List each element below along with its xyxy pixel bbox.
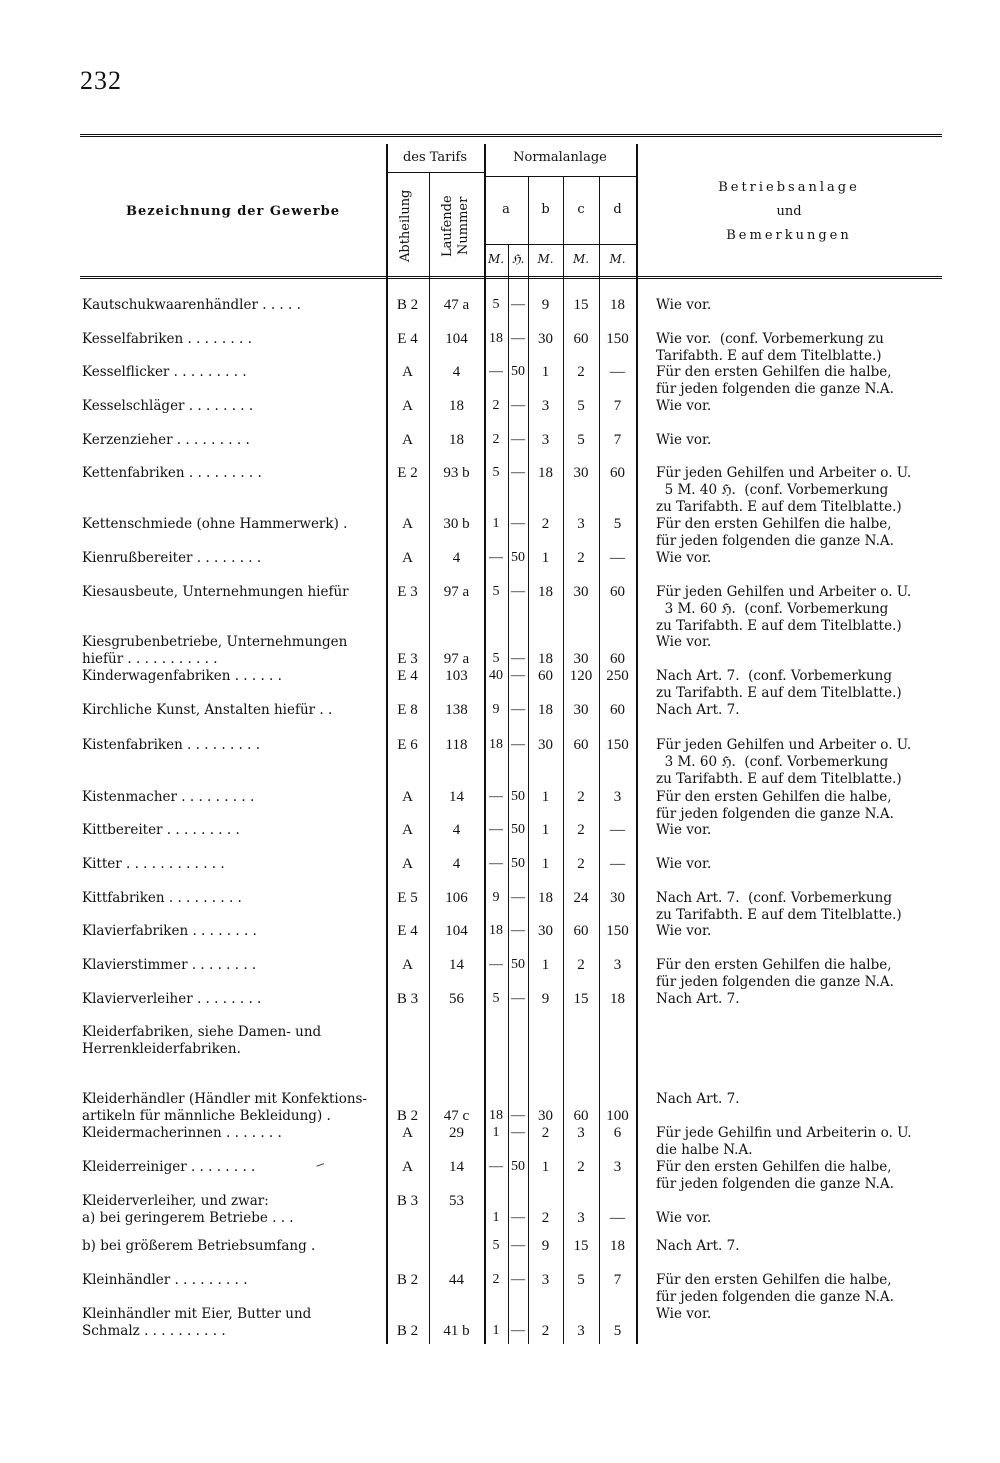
remark-line: Nach Art. 7. [656, 1091, 740, 1107]
trade-name: Kistenmacher . . . . . . . . . [82, 789, 255, 805]
header-unit-c: M. [572, 252, 590, 266]
cell-b: 9 [541, 297, 550, 313]
cell-am: 18 [489, 923, 503, 938]
trade-name: Kistenfabriken . . . . . . . . . [82, 737, 261, 753]
top-rule [80, 134, 942, 137]
remark-line: zu Tarifabth. E auf dem Titelblatte.) [656, 771, 902, 787]
trade-name: b) bei größerem Betriebsumfang . [82, 1238, 316, 1254]
cell-d: 7 [613, 1272, 622, 1288]
cell-b: 30 [538, 737, 553, 753]
remark-line: Für den ersten Gehilfen die halbe, [656, 1159, 892, 1175]
remark-line: Nach Art. 7. [656, 991, 740, 1007]
cell-apf: — [511, 1125, 525, 1140]
cell-c: 120 [569, 668, 593, 684]
cell-b: 18 [538, 584, 553, 600]
cell-am: 9 [492, 890, 500, 905]
cell-abt: E 6 [397, 737, 418, 753]
cell-d: — [610, 822, 625, 838]
cell-apf: — [511, 1238, 525, 1253]
cell-c: 2 [577, 364, 585, 380]
cell-b: 30 [538, 923, 553, 939]
cell-am: — [489, 789, 503, 804]
cell-am: 1 [492, 1210, 500, 1225]
cell-nr: 97 a [443, 584, 470, 600]
cell-c: 2 [577, 550, 585, 566]
cell-abt: A [402, 398, 413, 414]
header-normal-group: Normalanlage [513, 150, 607, 165]
cell-abt: A [402, 1125, 413, 1141]
cell-am: 2 [492, 398, 500, 413]
cell-abt: E 4 [397, 668, 418, 684]
cell-d: 100 [606, 1108, 629, 1124]
cell-c: 60 [573, 923, 589, 939]
cell-apf: — [511, 668, 525, 683]
cell-b: 18 [538, 465, 553, 481]
cell-nr: 106 [445, 890, 468, 906]
remark-line: Wie vor. [656, 1306, 712, 1322]
cell-nr: 14 [449, 789, 464, 805]
cell-apf: 50 [511, 1159, 525, 1174]
cell-b: 1 [541, 789, 550, 805]
cell-abt: E 4 [397, 923, 418, 939]
trade-name: Kienrußbereiter . . . . . . . . [82, 550, 262, 566]
remark-line: Nach Art. 7. (conf. Vorbemerkung [656, 668, 893, 684]
trade-name: Schmalz . . . . . . . . . . [82, 1323, 226, 1339]
cell-b: 2 [541, 1125, 550, 1141]
stray-mark: ⸝ [314, 1151, 330, 1172]
cell-abt: E 3 [397, 651, 418, 667]
cell-apf: 50 [511, 550, 525, 565]
cell-apf: — [511, 1272, 525, 1287]
remark-line: für jeden folgenden die ganze N.A. [656, 381, 894, 397]
cell-c: 3 [577, 516, 585, 532]
cell-abt: B 2 [396, 1323, 419, 1339]
trade-name: Kitter . . . . . . . . . . . . [82, 856, 225, 872]
cell-abt: E 8 [397, 702, 418, 718]
cell-c: 30 [573, 584, 589, 600]
cell-b: 60 [538, 668, 553, 684]
header-col-a: a [502, 202, 510, 217]
cell-d: — [610, 1210, 625, 1226]
remark-line: Wie vor. [656, 822, 712, 838]
header-normal-rule [484, 176, 636, 177]
header-rule [80, 276, 942, 279]
remark-line: Für den ersten Gehilfen die halbe, [656, 1272, 892, 1288]
header-unit-a-pf: ℌ. [511, 252, 525, 266]
cell-abt: A [402, 550, 413, 566]
trade-name: Kleinhändler . . . . . . . . . [82, 1272, 248, 1288]
trade-name: Kettenschmiede (ohne Hammerwerk) . [82, 516, 348, 532]
cell-apf: 50 [511, 789, 525, 804]
cell-nr: 47 c [443, 1108, 470, 1124]
remark-line: Wie vor. [656, 1210, 712, 1226]
cell-d: 18 [610, 991, 625, 1007]
remark-line: Wie vor. [656, 856, 712, 872]
header-unit-b: M. [537, 252, 554, 266]
cell-c: 30 [573, 465, 589, 481]
remark-line: für jeden folgenden die ganze N.A. [656, 1289, 894, 1305]
cell-c: 60 [573, 331, 589, 347]
cell-abt: A [402, 789, 413, 805]
cell-abt: A [402, 432, 413, 448]
remark-line: die halbe N.A. [656, 1142, 753, 1158]
cell-b: 18 [538, 890, 553, 906]
cell-abt: B 3 [396, 1193, 419, 1209]
cell-b: 1 [541, 822, 550, 838]
cell-am: 18 [489, 331, 503, 346]
cell-abt: E 2 [397, 465, 418, 481]
cell-nr: 18 [449, 432, 464, 448]
cell-am: — [489, 550, 503, 565]
cell-apf: — [511, 923, 525, 938]
remark-line: Nach Art. 7. [656, 1238, 740, 1254]
cell-apf: — [511, 432, 525, 447]
cell-am: 1 [492, 1125, 500, 1140]
cell-b: 3 [541, 432, 550, 448]
cell-c: 30 [573, 702, 589, 718]
cell-c: 60 [573, 1108, 589, 1124]
remark-line: Für den ersten Gehilfen die halbe, [656, 957, 892, 973]
header-unit-rule [484, 244, 636, 245]
cell-abt: B 2 [396, 1108, 419, 1124]
cell-nr: 56 [449, 991, 464, 1007]
cell-abt: A [402, 364, 413, 380]
cell-b: 9 [541, 1238, 550, 1254]
cell-b: 30 [538, 331, 553, 347]
cell-abt: B 3 [396, 991, 419, 1007]
cell-apf: 50 [511, 364, 525, 379]
header-tarif-group: des Tarifs [402, 150, 468, 165]
remark-line: Wie vor. (conf. Vorbemerkung zu [656, 331, 884, 347]
cell-am: — [489, 957, 503, 972]
cell-abt: A [402, 1159, 413, 1175]
trade-name: Kinderwagenfabriken . . . . . . [82, 668, 282, 684]
remark-line: für jeden folgenden die ganze N.A. [656, 533, 894, 549]
cell-c: 2 [577, 1159, 585, 1175]
remark-line: Für jede Gehilfin und Arbeiterin o. U. [656, 1125, 912, 1141]
trade-name: Kautschukwaarenhändler . . . . . [82, 297, 301, 313]
remark-line: zu Tarifabth. E auf dem Titelblatte.) [656, 907, 902, 923]
remark-line: Wie vor. [656, 923, 712, 939]
remark-line: Tarifabth. E auf dem Titelblatte.) [656, 348, 882, 364]
cell-d: 30 [610, 890, 625, 906]
cell-b: 1 [541, 1159, 550, 1175]
cell-nr: 14 [449, 1159, 464, 1175]
cell-nr: 4 [452, 856, 461, 872]
cell-d: 7 [613, 398, 622, 414]
cell-am: 9 [492, 702, 500, 717]
cell-d: 60 [610, 651, 625, 667]
trade-name: Kesselflicker . . . . . . . . . [82, 364, 247, 380]
page-number: 232 [80, 66, 122, 95]
cell-abt: A [402, 516, 413, 532]
cell-am: 1 [492, 516, 500, 531]
cell-d: 150 [606, 331, 629, 347]
cell-am: 5 [492, 651, 500, 666]
trade-name: Kleidermacherinnen . . . . . . . [82, 1125, 282, 1141]
cell-apf: — [511, 991, 525, 1006]
cell-b: 3 [541, 1272, 550, 1288]
remark-line: Wie vor. [656, 297, 712, 313]
header-laufende-nummer: Laufende Nummer [440, 195, 471, 257]
trade-name: Kirchliche Kunst, Anstalten hiefür . . [82, 702, 333, 718]
header-unit-d: M. [609, 252, 626, 266]
cell-d: 60 [610, 702, 625, 718]
cell-nr: 138 [445, 702, 468, 718]
cell-am: 5 [492, 297, 500, 312]
cell-c: 2 [577, 856, 585, 872]
header-unit-a-mark: M. [487, 252, 505, 266]
cell-nr: 41 b [443, 1323, 470, 1339]
cell-abt: B 2 [396, 297, 419, 313]
cell-d: — [610, 550, 625, 566]
cell-am: — [489, 364, 503, 379]
remark-line: Für den ersten Gehilfen die halbe, [656, 789, 892, 805]
cell-b: 2 [541, 1210, 550, 1226]
cell-d: 60 [610, 584, 625, 600]
remark-line: für jeden folgenden die ganze N.A. [656, 974, 894, 990]
remark-line: Wie vor. [656, 550, 712, 566]
cell-d: 60 [610, 465, 625, 481]
cell-c: 5 [577, 398, 585, 414]
cell-nr: 4 [452, 822, 461, 838]
cell-abt: E 5 [397, 890, 418, 906]
trade-name: Kleinhändler mit Eier, Butter und [82, 1306, 312, 1322]
trade-name: Kesselschläger . . . . . . . . [82, 398, 254, 414]
cell-c: 5 [577, 1272, 585, 1288]
cell-d: 5 [613, 516, 622, 532]
trade-name: Kerzenzieher . . . . . . . . . [82, 432, 250, 448]
remark-line: 5 M. 40 ℌ. (conf. Vorbemerkung [656, 482, 889, 498]
cell-apf: — [511, 1210, 525, 1225]
cell-am: 5 [492, 584, 500, 599]
remark-line: Nach Art. 7. (conf. Vorbemerkung [656, 890, 893, 906]
cell-am: 1 [492, 1323, 500, 1338]
cell-nr: 29 [449, 1125, 464, 1141]
cell-apf: — [511, 651, 525, 666]
trade-name: Klavierverleiher . . . . . . . . [82, 991, 262, 1007]
cell-b: 18 [538, 702, 553, 718]
trade-name: Klavierstimmer . . . . . . . . [82, 957, 257, 973]
remark-line: Für jeden Gehilfen und Arbeiter o. U. [656, 737, 912, 753]
remark-line: Für jeden Gehilfen und Arbeiter o. U. [656, 584, 912, 600]
cell-d: 150 [606, 923, 629, 939]
cell-c: 5 [577, 432, 585, 448]
cell-c: 3 [577, 1125, 585, 1141]
cell-c: 2 [577, 957, 585, 973]
cell-d: 5 [613, 1323, 622, 1339]
cell-nr: 47 a [443, 297, 470, 313]
column-divider-d [636, 144, 638, 1344]
cell-apf: — [511, 702, 525, 717]
header-col-c: c [577, 202, 585, 217]
cell-nr: 14 [449, 957, 464, 973]
header-tarif-rule [386, 172, 484, 173]
trade-name: Kettenfabriken . . . . . . . . . [82, 465, 262, 481]
cell-nr: 30 b [443, 516, 470, 532]
trade-name: Kesselfabriken . . . . . . . . [82, 331, 252, 347]
cell-b: 18 [538, 651, 553, 667]
cell-nr: 4 [452, 364, 461, 380]
header-col-b: b [541, 202, 550, 217]
cell-am: — [489, 1159, 503, 1174]
trade-name: Kiesausbeute, Unternehmungen hiefür [82, 584, 349, 600]
cell-nr: 104 [445, 331, 468, 347]
trade-name: Kittfabriken . . . . . . . . . [82, 890, 242, 906]
cell-c: 60 [573, 737, 589, 753]
cell-am: 2 [492, 432, 500, 447]
remark-line: Wie vor. [656, 398, 712, 414]
cell-nr: 118 [445, 737, 468, 753]
trade-name: Klavierfabriken . . . . . . . . [82, 923, 257, 939]
cell-apf: — [511, 1108, 525, 1123]
trade-name: a) bei geringerem Betriebe . . . [82, 1210, 294, 1226]
cell-c: 2 [577, 822, 585, 838]
trade-name: Kleiderhändler (Händler mit Konfektions- [82, 1091, 368, 1107]
cell-abt: E 3 [397, 584, 418, 600]
cell-nr: 103 [445, 668, 468, 684]
cell-nr: 18 [449, 398, 464, 414]
cell-b: 2 [541, 516, 550, 532]
trade-name: artikeln für männliche Bekleidung) . [82, 1108, 331, 1124]
cell-b: 30 [538, 1108, 553, 1124]
header-remarks-1: Betriebsanlage [718, 180, 860, 195]
header-abtheilung: Abtheilung [398, 189, 413, 263]
remark-line: für jeden folgenden die ganze N.A. [656, 806, 894, 822]
cell-d: 150 [606, 737, 629, 753]
cell-apf: 50 [511, 822, 525, 837]
cell-b: 9 [541, 991, 550, 1007]
cell-nr: 53 [449, 1193, 464, 1209]
cell-abt: E 4 [397, 331, 418, 347]
trade-name: Kittbereiter . . . . . . . . . [82, 822, 240, 838]
remark-line: Wie vor. [656, 634, 712, 650]
trade-name: hiefür . . . . . . . . . . . [82, 651, 218, 667]
cell-d: 7 [613, 432, 622, 448]
cell-apf: — [511, 398, 525, 413]
cell-apf: — [511, 331, 525, 346]
trade-name: Kleiderfabriken, siehe Damen- und [82, 1024, 322, 1040]
cell-b: 1 [541, 550, 550, 566]
cell-b: 2 [541, 1323, 550, 1339]
trade-name: Kiesgrubenbetriebe, Unternehmungen [82, 634, 348, 650]
remark-line: 3 M. 60 ℌ. (conf. Vorbemerkung [656, 601, 889, 617]
cell-am: 40 [489, 668, 503, 683]
cell-am: 5 [492, 465, 500, 480]
cell-nr: 93 b [443, 465, 470, 481]
cell-c: 15 [573, 1238, 589, 1254]
header-remarks-3: Bemerkungen [726, 228, 852, 243]
cell-am: 5 [492, 991, 500, 1006]
cell-am: 18 [489, 1108, 503, 1123]
cell-d: 3 [613, 789, 622, 805]
cell-am: — [489, 856, 503, 871]
cell-d: 250 [606, 668, 629, 684]
cell-b: 3 [541, 398, 550, 414]
cell-nr: 4 [452, 550, 461, 566]
cell-c: 3 [577, 1210, 585, 1226]
cell-c: 30 [573, 651, 589, 667]
cell-am: 18 [489, 737, 503, 752]
cell-nr: 104 [445, 923, 468, 939]
cell-b: 1 [541, 957, 550, 973]
cell-d: 3 [613, 957, 622, 973]
remark-line: Wie vor. [656, 432, 712, 448]
remark-line: zu Tarifabth. E auf dem Titelblatte.) [656, 685, 902, 701]
cell-abt: A [402, 957, 413, 973]
cell-c: 2 [577, 789, 585, 805]
remark-line: Für jeden Gehilfen und Arbeiter o. U. [656, 465, 912, 481]
cell-d: 6 [613, 1125, 622, 1141]
remark-line: Nach Art. 7. [656, 702, 740, 718]
cell-apf: — [511, 1323, 525, 1338]
cell-apf: 50 [511, 856, 525, 871]
cell-c: 3 [577, 1323, 585, 1339]
cell-am: — [489, 822, 503, 837]
cell-am: 5 [492, 1238, 500, 1253]
cell-b: 1 [541, 364, 550, 380]
remark-line: zu Tarifabth. E auf dem Titelblatte.) [656, 618, 902, 634]
remark-line: 3 M. 60 ℌ. (conf. Vorbemerkung [656, 754, 889, 770]
cell-b: 1 [541, 856, 550, 872]
cell-nr: 44 [449, 1272, 464, 1288]
remark-line: Für den ersten Gehilfen die halbe, [656, 516, 892, 532]
cell-nr: 97 a [443, 651, 470, 667]
cell-abt: A [402, 856, 413, 872]
cell-d: — [610, 856, 625, 872]
remark-line: zu Tarifabth. E auf dem Titelblatte.) [656, 499, 902, 515]
cell-apf: — [511, 737, 525, 752]
cell-abt: A [402, 822, 413, 838]
cell-c: 15 [573, 297, 589, 313]
cell-apf: 50 [511, 957, 525, 972]
cell-c: 15 [573, 991, 589, 1007]
header-name-column: Bezeichnung der Gewerbe [126, 204, 340, 219]
cell-apf: — [511, 584, 525, 599]
cell-am: 2 [492, 1272, 500, 1287]
trade-name: Kleiderverleiher, und zwar: [82, 1193, 269, 1209]
trade-name: Herrenkleiderfabriken. [82, 1041, 241, 1057]
cell-apf: — [511, 465, 525, 480]
cell-c: 24 [573, 890, 589, 906]
header-col-d: d [613, 202, 622, 217]
header-remarks-2: und [776, 204, 802, 219]
remark-line: für jeden folgenden die ganze N.A. [656, 1176, 894, 1192]
remark-line: Für den ersten Gehilfen die halbe, [656, 364, 892, 380]
cell-d: 18 [610, 1238, 625, 1254]
cell-d: 18 [610, 297, 625, 313]
cell-apf: — [511, 297, 525, 312]
trade-name: Kleiderreiniger . . . . . . . . [82, 1159, 256, 1175]
cell-d: 3 [613, 1159, 622, 1175]
cell-apf: — [511, 890, 525, 905]
cell-d: — [610, 364, 625, 380]
cell-apf: — [511, 516, 525, 531]
cell-abt: B 2 [396, 1272, 419, 1288]
